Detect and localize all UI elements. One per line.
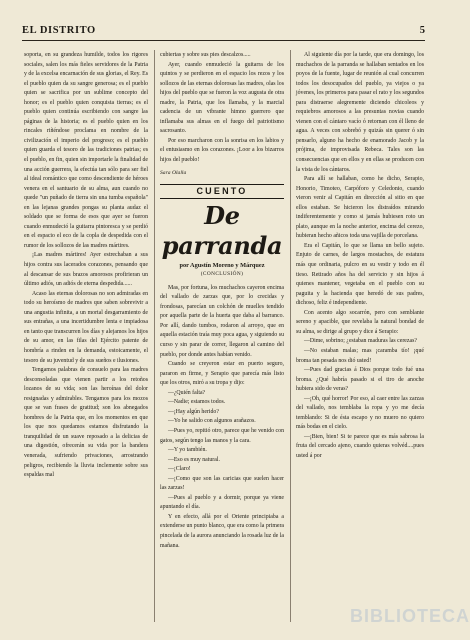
paragraph: Con acento algo socarrón, pero con semblante sereno y apacible, que revelaba la natural bondad de su alma, se dirige al grupo y dice á Serapio: (296, 309, 424, 335)
dialogue-line: —Nadie; estamos todos. (168, 399, 226, 406)
column-3 (296, 51, 424, 462)
byline: por Agustín Moreno y Márquez (179, 261, 265, 269)
column-rule (154, 50, 155, 622)
section-label: CUENTO (160, 184, 284, 199)
dialogue-line: —Yo he salido con algunos arañazos. (168, 418, 256, 425)
paragraph: Para allí se hallaban, como he dicho, Serapio, Honorio, Timoteo, Carpóforo y Celedonio, cuando vieron venir al Capitán en dirección al sitio en que ellos estaban. Se hicieron los distraídos mirando indiferentemente y como si jamás hubiesen roto un plato, aunque en la noche anterior, encima del cerezo, hubieran hecho añicos toda una vajilla de porcelana. (296, 176, 424, 240)
paragraph: cubiertas y sobre sus pies descalzos..... (160, 52, 251, 58)
dialogue-line: —Eso es muy natural. (168, 456, 220, 463)
paragraph: Tengamos palabras de consuelo para las madres desconsoladas que vienen partir a los retoños lozanos de su vida; son las heroínas del dolor resignadas y admirables. Tengamos para los mozos que se van frases de gratitud; son los abnegados hombres de la Patria que, en los momentos en que los que nos quedamos estamos disfrutando la tranquilidad de un suave reposado a la delicias de una digestión, ofrecerán su vida por la bandera venerada, sufriendo privaciones, arrostrando peligros, recibiendo la lluvia inclemente sobre sus espaldas mal (24, 367, 148, 479)
paragraph: Acaso las eternas dolorosas no son admiradas en todo su heroísmo de madres que saben sobrevivir a una angustia infinita, a un mortal desgarramiento de sus entrañas, a una incertidumbre lenta e impiadosa en tanto que transcurren los días y alejamos los hijos de su amor, en las filas del Ejército patente de hombría a rinden en la demanda, estoicamente, el tesoro de su juventud y de sus sueños e ilusiones. (24, 290, 148, 364)
column-2 (160, 51, 284, 551)
paragraph: Mas, por fortuna, los muchachos cayeron encima del vallado de zarzas que, por lo crecidas y frondosas, parecían un colchón de muelles tendido por aquella parte de la huerta que daba al barranco. Por allí, dando tumbos, rodaron al arroyo, que en aquella estación traía muy poca agua, y siguiendo su curso y sin parar de correr, llegaron al camino del pueblo, por donde antes habían venido. (160, 284, 284, 358)
paragraph: Al siguiente día por la tarde, que era domingo, los muchachos de la parranda se hallaban sentados en los poyos de la fuente, lugar de reunión al cual concurren todos los desocupados del pueblo, ya viejos o ya jóvenes, los primeros para pasar el rato y los segundos para distraerse alegremente diciendo chicoleos y requiebros amorosos a las presuntas novias cuando vienen con el cántaro vacío ó retornan con él lleno de agua. A veces con sobrebó y quizás sin querer ó sin pensarlo, alguno ha hecho de enamorado Jacob y la prójima, de improvisada Rebeca. Tales son las consecuencias que en ellos y en ellas se producen con la vista de los cántaros. (296, 52, 424, 173)
paragraph: Cuando se creyeron estar en puerto seguro, pararon en firme, y Serapio que parecía más listo que los otros, miró a su tropa y dijo: (160, 361, 284, 387)
column-rule (290, 50, 291, 622)
page-header (22, 24, 425, 41)
paragraph: Por eso marcharon con la sonrisa en los labios y el entusiasmo en los corazones. ¡Loor a los bizarros hijos del pueblo! (160, 137, 284, 164)
dialogue-line: —¡Oh, qué horror! Por eso, al caer entre las zarzas del vallado, nos temblaba la ropa y yo me decía temblando: Si de ésta escapo y no muero no quiero más bodas en el cielo. (296, 395, 424, 431)
article-signature: Sara Olalla (160, 169, 187, 176)
conclusion-note: (CONCLUSIÓN) (200, 271, 244, 278)
dialogue-line: —Pues yo, repitió otro, parece que he venido con gatos, según tengo las manos y la cara. (160, 427, 284, 444)
paragraph: Era el Capitán, lo que se llama un bello sujeto. Enjuto de carnes, de largos mostachos, de estatura más que ordinaria, pulcro en su vestir y todo en él tieso. Retirado años ha del servicio y sin hijos á quienes mantener, vegetaba en el pueblo con su paguita y la hacienda que heredó de sus padres, dichoso, feliz é independiente. (296, 242, 424, 307)
dialogue-line: —No estaban malas; mas ¡caramba tío! ¡qué broma tan pesada nos dió usted! (296, 347, 424, 364)
dialogue-line: —Pues al pueblo y a dormir, porque ya viene apuntando el día. (160, 494, 284, 511)
paragraph: ¡Las madres mártires! Ayer estrechaban a sus hijos contra sus lacerados corazones, pensando que al descansar de sus brazos amorosos profirieran un último adiós, un adiós de eterna despedida...... (24, 252, 148, 288)
dialogue-line: —Pues dad gracias á Dios porque todo fué una broma. ¿Qué habría pasado si el tiro de anoche hubiera sido de veras? (296, 367, 424, 393)
paragraph: Y en efecto, allá por el Oriente principiaba a extenderse un punto blanco, que era como la primera pincelada de la aurora anunciando la rosada luz de la mañana. (160, 513, 284, 549)
story-title: De parranda (161, 200, 283, 260)
dialogue-line: —¡Hay algún herido? (168, 408, 219, 415)
dialogue-line: —Dime, sobrino; ¿estaban maduras las cerezas? (304, 338, 417, 345)
dialogue-line: —¡Bien, bien! Si te parece que es más sabrosa la fruta del cercado ajeno, cuando quieras volvéd....pues usted á por (296, 433, 424, 459)
dialogue-line: —¿Quién falta? (168, 389, 206, 396)
dialogue-line: —Y yo también. (168, 447, 207, 454)
library-stamp: BIBLIOTECA (350, 606, 470, 626)
dialogue-line: —¡Claro! (168, 466, 191, 473)
paragraph: Ayer, cuando enmudeció la guitarra de los quintos y se perdieron en el espacio los rezos y los sollozos de las eternas dolorosas las madres, olas los hijos del pueblo que se fueron la voz augusta de otra madre, la Patria, que los llamaba, y la marcial cadencia de un vibrante himno guerrero que inflamaba sus almas en el fuego del patriotismo sacrosanto. (160, 61, 284, 135)
publication-title: EL DISTRITO (22, 25, 96, 36)
paragraph: soporta, en su grandeza humilde, todos los rigores sociales, salen los más fieles servidores de la Patria y de la excelsa encarnación de sus glorias, el Rey. Es el pueblo quien da su sangre generosa; es el pueblo quien se sacrifica por un sublime concepto del honor; es el pueblo quien conquista tierras; es el pueblo quien continúa escribiendo con sangre las páginas de la historia; es el pueblo quien en los rincales riñéndose proclama en nombre de la civilización el imperio del progreso; es el pueblo quien guarda el tesoro de las tradiciones patrias; es el pueblo, en fin, quien sin importarle la finalidad de una acción guerrera, la efectúa tan sólo para ser fiel al ideal romántico que como descendiente de héroes venera en el santuario de su alma, aun cuando no quede "un puñado de tierra sin una tumba española" en las lejanas grandes pongas su planta audaz el soldado que se forma de esos que ayer se fueron cuando enmudeció la guitarra pintoresca y se perdió en el espacio el eco de la copla de despedida con el rumor de los sollozos de las madres mártires. (24, 52, 148, 249)
dialogue-line: —¡Como que son las caricias que suelen hacer las zarzas! (160, 475, 284, 492)
column-1 (24, 51, 148, 481)
page-number: 5 (419, 25, 425, 36)
